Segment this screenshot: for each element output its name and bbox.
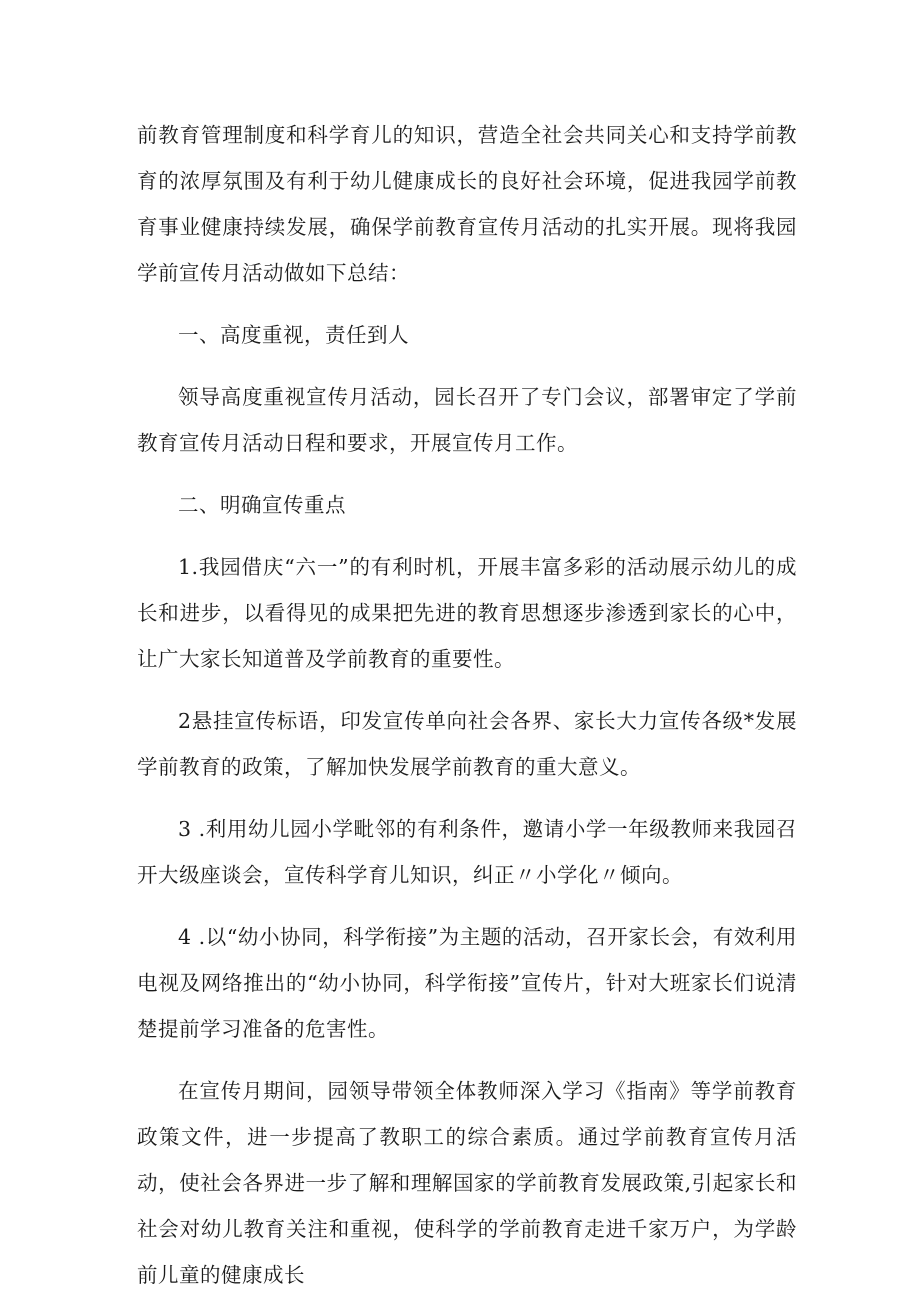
- heading-section-1: 一、高度重视，责任到人: [178, 323, 409, 347]
- list-item-2: 2悬挂宣传标语，印发宣传单向社会各界、家长大力宣传各级*发展学前教育的政策，了解加快发展学前教育的重大意义。: [137, 709, 797, 779]
- paragraph-section-1: 领导高度重视宣传月活动，园长召开了专门会议，部署审定了学前教育宣传月活动日程和要求，开展宣传月工作。: [137, 385, 797, 455]
- paragraph-conclusion: 在宣传月期间，园领导带领全体教师深入学习《指南》等学前教育政策文件，进一步提高了教职工的综合素质。通过学前教育宣传月活动，使社会各界进一步了解和理解国家的学前教育发展政策,引起家长和社会对幼儿教育关注和重视，使科学的学前教育走进千家万户，为学龄前儿童的健康成长: [137, 1079, 797, 1287]
- list-item-3: 3 .利用幼儿园小学毗邻的有利条件，邀请小学一年级教师来我园召开大级座谈会，宣传科学育儿知识，纠正〃小学化〃倾向。: [137, 817, 797, 887]
- paragraph-intro-continuation: 前教育管理制度和科学育儿的知识，营造全社会共同关心和支持学前教育的浓厚氛围及有利于幼儿健康成长的良好社会环境，促进我园学前教育事业健康持续发展，确保学前教育宣传月活动的扎实开展。现将我园学前宣传月活动做如下总结：: [137, 123, 797, 285]
- list-item-4: 4 .以“幼小协同，科学衔接”为主题的活动，召开家长会，有效利用电视及网络推出的“幼小协同，科学衔接”宣传片，针对大班家长们说清楚提前学习准备的危害性。: [137, 925, 797, 1041]
- list-item-1: 1.我园借庆“六一”的有利时机，开展丰富多彩的活动展示幼儿的成长和进步，以看得见的成果把先进的教育思想逐步渗透到家长的心中，让广大家长知道普及学前教育的重要性。: [137, 555, 797, 671]
- document-body: [137, 112, 797, 1301]
- heading-section-2: 二、明确宣传重点: [178, 493, 346, 517]
